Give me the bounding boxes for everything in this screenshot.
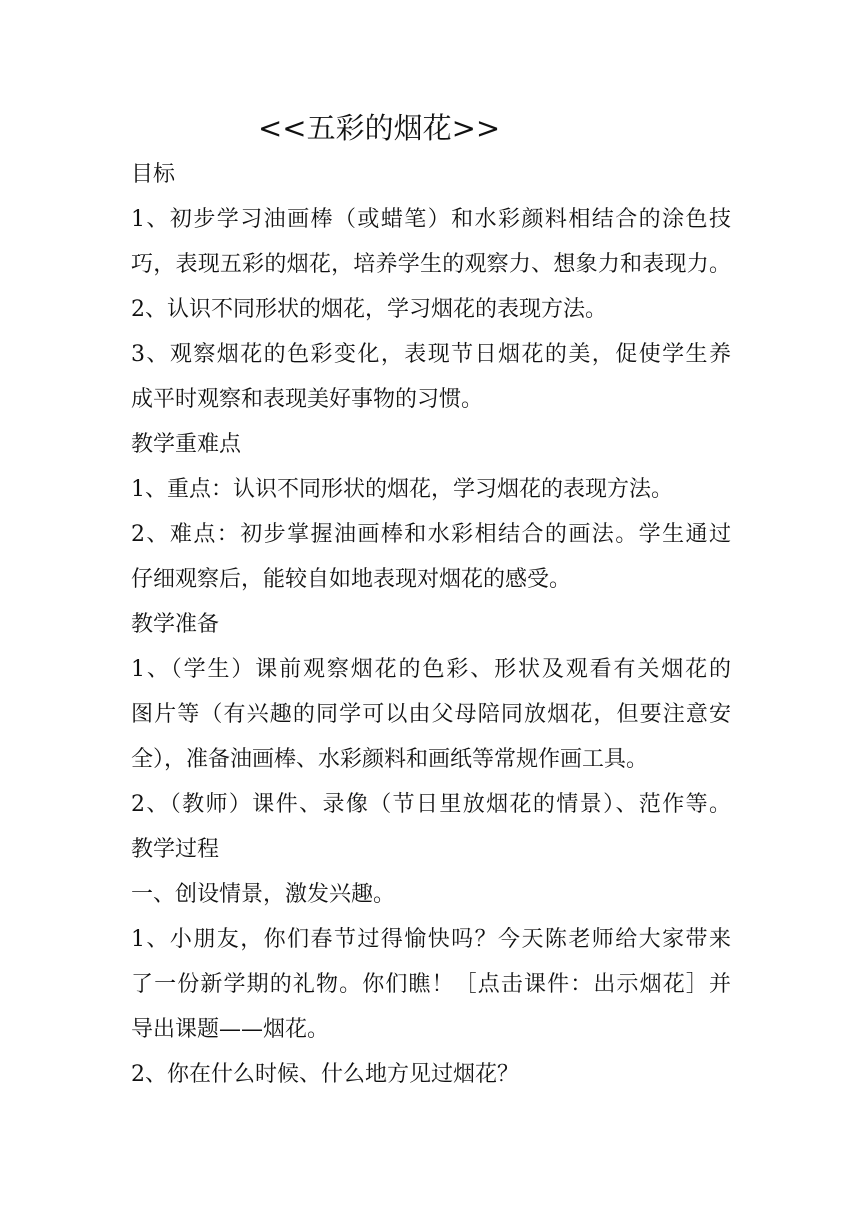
paragraph-line: 1、初步学习油画棒（或蜡笔）和水彩颜料相结合的涂色技 bbox=[131, 207, 731, 232]
paragraph-line: 1、（学生）课前观察烟花的色彩、形状及观看有关烟花的 bbox=[131, 657, 731, 682]
paragraph-line: 仔细观察后，能较自如地表现对烟花的感受。 bbox=[131, 567, 572, 592]
paragraph-line: 导出课题——烟花。 bbox=[131, 1017, 330, 1042]
paragraph-line: 巧，表现五彩的烟花，培养学生的观察力、想象力和表现力。 bbox=[131, 252, 731, 277]
paragraph-line: 2、认识不同形状的烟花，学习烟花的表现方法。 bbox=[131, 297, 607, 322]
paragraph-line: 2、你在什么时候、什么地方见过烟花？ bbox=[131, 1062, 519, 1087]
heading-preparation: 教学准备 bbox=[131, 612, 220, 637]
paragraph-line: 1、重点：认识不同形状的烟花，学习烟花的表现方法。 bbox=[131, 477, 673, 502]
heading-process: 教学过程 bbox=[131, 837, 220, 862]
paragraph-line: 成平时观察和表现美好事物的习惯。 bbox=[131, 387, 484, 412]
paragraph-line: 2、（教师）课件、录像（节日里放烟花的情景）、范作等。 bbox=[131, 792, 731, 817]
document-title: <<五彩的烟花>> bbox=[258, 111, 501, 145]
paragraph-line: 2、难点：初步掌握油画棒和水彩相结合的画法。学生通过 bbox=[131, 522, 731, 547]
paragraph-line: 3、观察烟花的色彩变化，表现节日烟花的美，促使学生养 bbox=[131, 342, 731, 367]
paragraph-line: 图片等（有兴趣的同学可以由父母陪同放烟花，但要注意安 bbox=[131, 702, 731, 727]
heading-objectives: 目标 bbox=[131, 162, 176, 187]
section-heading: 一、创设情景，激发兴趣。 bbox=[131, 882, 396, 907]
paragraph-line: 1、小朋友，你们春节过得愉快吗？今天陈老师给大家带来 bbox=[131, 927, 731, 952]
document-body bbox=[131, 152, 731, 1097]
paragraph-line: 了一份新学期的礼物。你们瞧！［点击课件：出示烟花］并 bbox=[131, 972, 731, 997]
heading-key-points: 教学重难点 bbox=[131, 432, 242, 457]
paragraph-line: 全），准备油画棒、水彩颜料和画纸等常规作画工具。 bbox=[131, 747, 649, 772]
